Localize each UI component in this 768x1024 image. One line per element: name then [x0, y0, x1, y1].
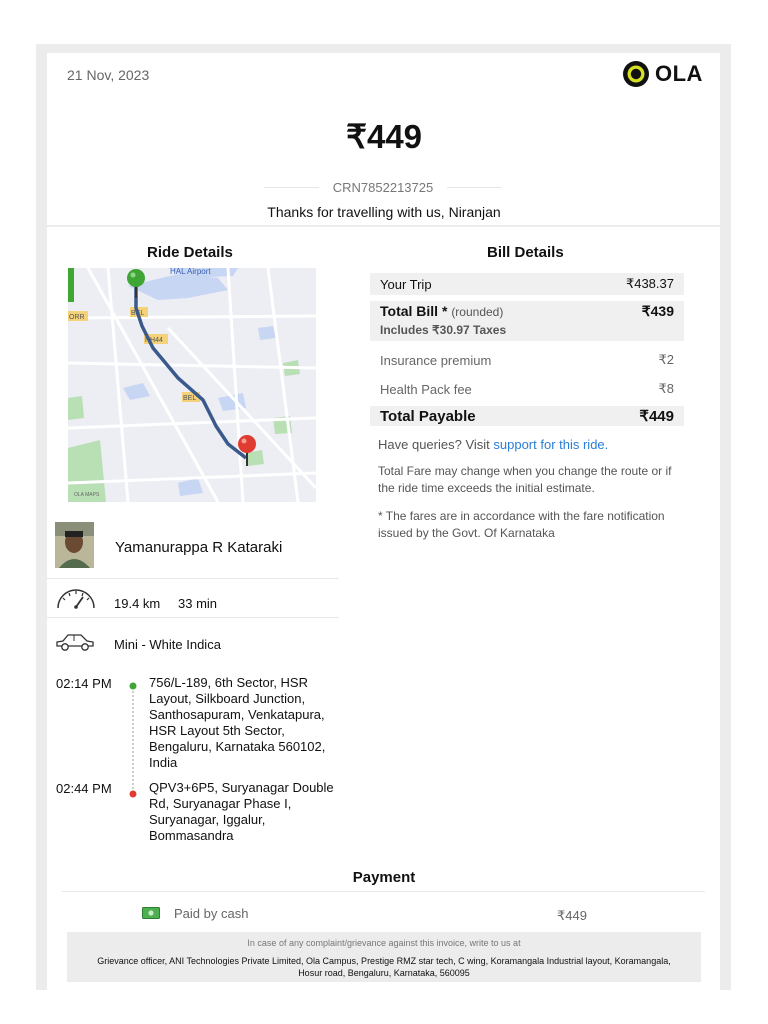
total-payable-value: ₹449: [639, 408, 674, 425]
map-label-airport: HAL Airport: [170, 268, 211, 276]
pickup-time: 02:14 PM: [56, 676, 112, 691]
crn-number: CRN7852213725: [332, 180, 434, 195]
ride-details-title: Ride Details: [147, 244, 233, 261]
total-payable-label: Total Payable: [380, 407, 476, 425]
bill-details-title: Bill Details: [487, 244, 564, 261]
taxes-note: Includes ₹30.97 Taxes: [380, 323, 507, 337]
your-trip-row: [370, 273, 684, 295]
map-label-bel-2: BEL: [183, 395, 197, 402]
total-bill-value: ₹439: [641, 303, 674, 319]
drop-dot: [130, 791, 137, 798]
payment-amount: ₹449: [557, 908, 587, 923]
your-trip-value: ₹438.37: [625, 276, 674, 291]
insurance-value: ₹2: [658, 352, 674, 367]
car-icon: [55, 632, 95, 652]
support-link[interactable]: support for this ride.: [493, 437, 609, 452]
brand-name: OLA: [655, 61, 703, 86]
pickup-address: 756/L-189, 6th Sector, HSR Layout, Silkboard Junction, Santhosapuram, Venkatapura, HSR Layout 5th Sector, Bengaluru, Karnataka 560102, India: [149, 675, 326, 770]
trip-distance: 19.4 km: [114, 596, 161, 611]
fare-change-note: Total Fare may change when you change the route or if the ride time exceeds the initial estimate.: [378, 464, 672, 495]
divider: [447, 187, 502, 188]
total-bill-label: Total Bill *: [380, 303, 448, 319]
drop-time: 02:44 PM: [56, 781, 112, 796]
divider: [47, 578, 339, 579]
ola-logo[interactable]: [622, 60, 703, 88]
queries-text: [378, 436, 688, 453]
queries-prefix: Have queries? Visit: [378, 437, 494, 452]
divider: [264, 187, 319, 188]
cash-icon: [142, 907, 160, 919]
avatar: [55, 522, 94, 568]
total-bill-row: [370, 301, 684, 341]
ola-logo-icon: [622, 60, 650, 88]
thanks-message: Thanks for travelling with us, Niranjan: [267, 204, 501, 220]
divider: [62, 891, 705, 892]
vehicle-type: Mini - White Indica: [114, 637, 221, 652]
fare-notification-note: * The fares are in accordance with the fare notification issued by the Govt. Of Karnataka: [378, 509, 665, 540]
map-credit: OLA MAPS: [74, 492, 100, 498]
grievance-intro: In case of any complaint/grievance against this invoice, write to us at: [247, 938, 521, 948]
route-map-svg: [68, 268, 316, 502]
invoice-date: 21 Nov, 2023: [67, 67, 150, 83]
health-pack-row: [370, 378, 684, 400]
section-divider: [47, 225, 720, 227]
grievance-address: Grievance officer, ANI Technologies Private Limited, Ola Campus, Prestige RMZ star tech, C wing, Koramangala Industrial layout, Koramangala, Hosur road, Bengaluru, Karnataka, 560095: [97, 956, 671, 978]
divider: [47, 617, 339, 618]
payment-title: Payment: [352, 869, 416, 886]
driver-name: Yamanurappa R Kataraki: [115, 539, 283, 556]
pickup-dot: [130, 683, 137, 690]
payment-method: Paid by cash: [174, 906, 249, 921]
total-amount: ₹449: [345, 118, 423, 155]
insurance-label: Insurance premium: [380, 352, 492, 368]
your-trip-label: Your Trip: [380, 276, 432, 292]
map-label-orr: ORR: [69, 314, 85, 321]
total-payable-row: [370, 406, 684, 426]
grievance-footer: [67, 932, 701, 982]
speedometer-icon: [55, 586, 97, 610]
route-map[interactable]: [68, 268, 316, 502]
trip-duration: 33 min: [178, 596, 218, 611]
health-pack-label: Health Pack fee: [380, 381, 472, 397]
timeline: [129, 681, 137, 801]
rounded-note: (rounded): [451, 305, 504, 319]
health-pack-value: ₹8: [658, 381, 674, 396]
drop-address: QPV3+6P5, Suryanagar Double Rd, Suryanagar Phase I, Suryanagar, Iggalur, Bommasandra: [149, 780, 334, 843]
insurance-row: [370, 349, 684, 371]
map-label-bel: BEL: [131, 310, 145, 317]
crn-row: [264, 180, 502, 195]
map-label-nh: NH44: [145, 337, 163, 344]
